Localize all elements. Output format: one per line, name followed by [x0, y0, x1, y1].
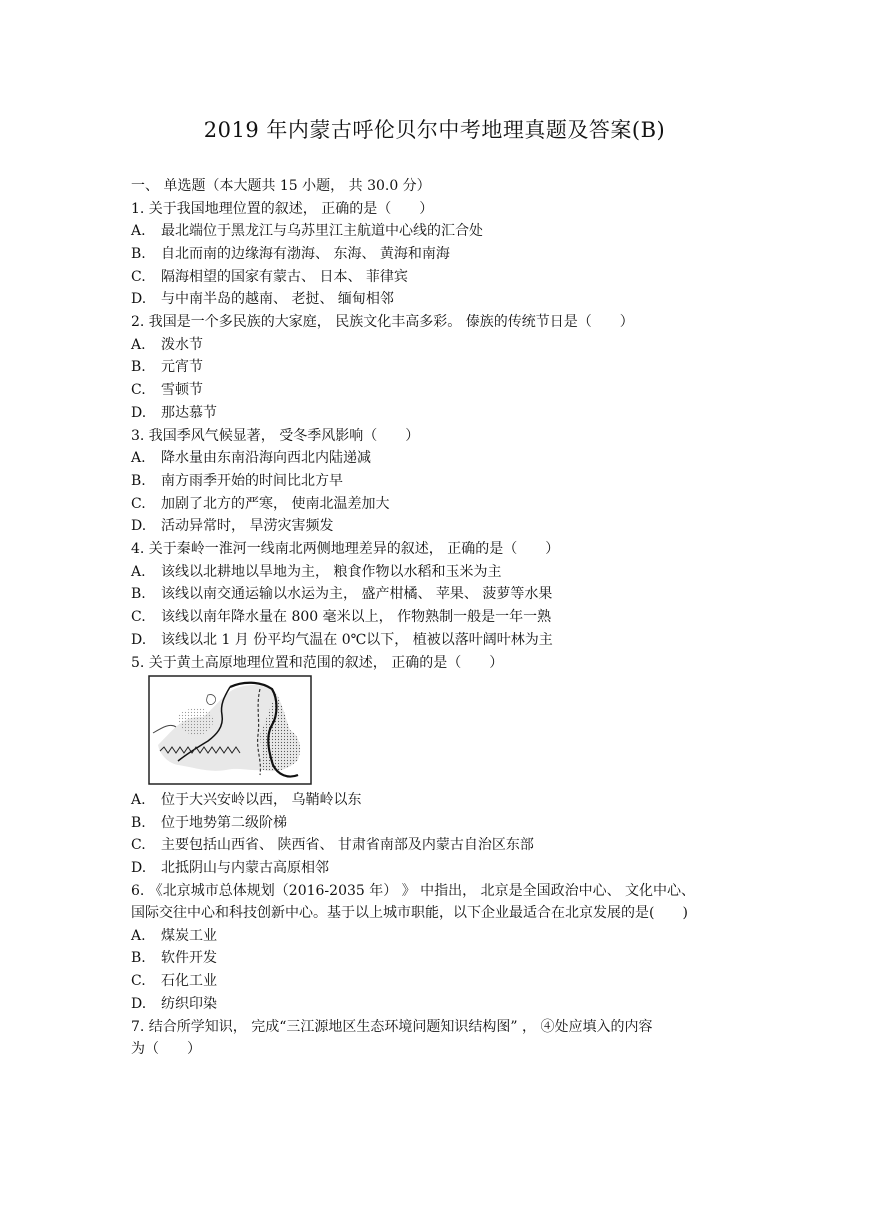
option-b [131, 584, 552, 604]
option-text: 该线以北 1 月 份平均气温在 0℃以下， 植被以落叶阔叶林为主 [161, 632, 553, 648]
option-b [131, 471, 343, 491]
option-label: B. [131, 359, 146, 375]
section-heading: 一、 单选题（本大题共 15 小题， 共 30.0 分） [131, 178, 431, 194]
option-text: 石化工业 [161, 973, 217, 989]
option-label: A. [131, 337, 146, 353]
option-c [131, 971, 217, 991]
question-stem: 3. 我国季风气候显著， 受冬季风影响（ ） [131, 428, 420, 444]
option-b [131, 813, 287, 833]
option-label: C. [131, 609, 146, 625]
option-label: C. [131, 496, 146, 512]
option-a [131, 335, 203, 355]
option-text: 北抵阴山与内蒙古高原相邻 [161, 860, 329, 876]
option-text: 加剧了北方的严寒， 使南北温差加大 [161, 496, 390, 512]
option-a [131, 448, 371, 468]
option-c [131, 494, 389, 514]
option-b [131, 357, 203, 377]
option-a [131, 562, 501, 582]
option-d [131, 516, 333, 536]
option-label: A. [131, 564, 146, 580]
option-text: 主要包括山西省、 陕西省、 甘肃省南部及内蒙古自治区东部 [161, 837, 534, 853]
option-text: 南方雨季开始的时间比北方早 [161, 473, 343, 489]
option-text: 纺织印染 [161, 996, 217, 1012]
option-label: A. [131, 792, 146, 808]
option-a [131, 221, 483, 241]
question-stem: 2. 我国是一个多民族的大家庭， 民族文化丰高多彩。 傣族的传统节日是（ ） [131, 314, 634, 330]
option-c [131, 607, 551, 627]
option-text: 该线以北耕地以旱地为主， 粮食作物以水稻和玉米为主 [161, 564, 502, 580]
option-label: C. [131, 973, 146, 989]
option-label: B. [131, 815, 146, 831]
document-title: 2019 年内蒙古呼伦贝尔中考地理真题及答案(B) [203, 118, 666, 142]
option-text: 位于地势第二级阶梯 [161, 815, 287, 831]
option-text: 煤炭工业 [161, 928, 217, 944]
option-text: 与中南半岛的越南、 老挝、 缅甸相邻 [161, 291, 394, 307]
option-label: D. [131, 291, 147, 307]
option-text: 软件开发 [161, 950, 217, 966]
option-label: B. [131, 950, 146, 966]
option-label: A. [131, 928, 146, 944]
option-text: 元宵节 [161, 359, 203, 375]
option-c [131, 267, 408, 287]
option-label: A. [131, 450, 146, 466]
option-text: 隔海相望的国家有蒙古、 日本、 菲律宾 [161, 269, 408, 285]
option-label: D. [131, 860, 147, 876]
question-stem: 1. 关于我国地理位置的叙述， 正确的是（ ） [131, 201, 434, 217]
option-label: D. [131, 996, 147, 1012]
option-label: B. [131, 473, 146, 489]
option-d [131, 630, 553, 650]
option-c [131, 380, 203, 400]
option-text: 该线以南交通运输以水运为主， 盛产柑橘、 苹果、 菠萝等水果 [161, 586, 553, 602]
option-label: A. [131, 223, 146, 239]
option-text: 泼水节 [161, 337, 203, 353]
option-b [131, 948, 217, 968]
option-label: C. [131, 837, 146, 853]
question-stem-continued: 为（ ） [131, 1041, 201, 1057]
option-label: D. [131, 518, 147, 534]
option-text: 降水量由东南沿海向西北内陆递减 [161, 450, 371, 466]
option-text: 最北端位于黑龙江与乌苏里江主航道中心线的汇合处 [161, 223, 483, 239]
option-label: C. [131, 269, 146, 285]
question-stem: 7. 结合所学知识， 完成“三江源地区生态环境问题知识结构图” ， ④处应填入的内容 [131, 1019, 653, 1035]
option-label: D. [131, 632, 147, 648]
question-stem-continued: 国际交往中心和科技创新中心。基于以上城市职能，以下企业最适合在北京发展的是( ) [131, 905, 688, 921]
option-a [131, 790, 361, 810]
option-text: 该线以南年降水量在 800 毫米以上， 作物熟制一般是一年一熟 [161, 609, 552, 625]
question-stem: 5. 关于黄土高原地理位置和范围的叙述， 正确的是（ ） [131, 655, 504, 671]
option-d [131, 994, 217, 1014]
question-stem: 6. 《北京城市总体规划（2016-2035 年） 》 中指出， 北京是全国政治中心、 文化中心、 [131, 883, 696, 899]
option-a [131, 926, 217, 946]
option-label: C. [131, 382, 146, 398]
option-d [131, 858, 329, 878]
option-label: D. [131, 405, 147, 421]
loess-plateau-map [148, 675, 312, 785]
option-text: 活动异常时， 旱涝灾害频发 [161, 518, 334, 534]
option-text: 雪顿节 [161, 382, 203, 398]
option-label: B. [131, 246, 146, 262]
option-text: 位于大兴安岭以西， 乌鞘岭以东 [161, 792, 362, 808]
option-text: 自北而南的边缘海有渤海、 东海、 黄海和南海 [161, 246, 450, 262]
option-c [131, 835, 534, 855]
option-text: 那达慕节 [161, 405, 217, 421]
question-stem: 4. 关于秦岭一淮河一线南北两侧地理差异的叙述， 正确的是（ ） [131, 541, 560, 557]
option-b [131, 244, 450, 264]
option-d [131, 289, 394, 309]
option-label: B. [131, 586, 146, 602]
option-d [131, 403, 217, 423]
